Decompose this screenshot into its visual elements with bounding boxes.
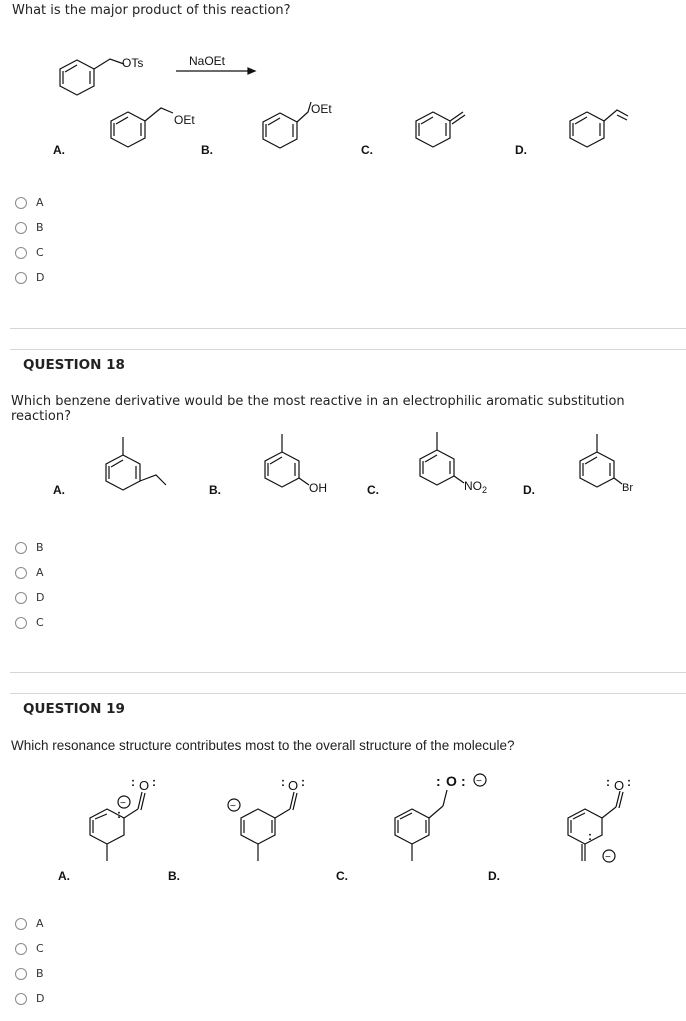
q19-option-1[interactable] [15,911,44,936]
q18-label-d: D. [523,483,535,497]
q19-charge-minus: − [605,852,611,863]
q17-options [15,190,44,290]
q19-a-oxygen: O [139,778,150,793]
q17-label-c: C. [361,143,373,157]
q18-substituent-oh: OH [309,481,327,495]
option-label: B [36,541,44,554]
radio-button[interactable] [15,542,27,554]
divider [10,693,686,694]
q17-choice-b-oet: OEt [311,102,332,116]
radio-button[interactable] [15,567,27,579]
q19-label-a: A. [58,869,70,883]
q19-lone-pair: : [436,773,441,789]
q17-option-4[interactable] [15,265,44,290]
q19-label-c: C. [336,869,348,883]
q19-lone-pair: : [627,775,631,789]
radio-button[interactable] [15,197,27,209]
q19-option-2[interactable] [15,936,44,961]
q19-charge-minus: − [120,798,126,809]
q19-charge-minus: − [230,801,236,812]
option-label: A [36,566,44,579]
q19-lone-pair: : [281,775,285,789]
option-label: B [36,221,44,234]
radio-button[interactable] [15,617,27,629]
q18-heading: QUESTION 18 [23,357,125,373]
q17-structures [0,40,686,170]
q19-d-oxygen: O [614,778,625,793]
q19-lone-pair: : [588,829,592,843]
q19-lone-pair: : [301,775,305,789]
q19-structures [0,768,686,888]
option-label: A [36,917,44,930]
option-label: C [36,616,44,629]
q18-substituent-br: Br [622,482,633,494]
q17-reagent: NaOEt [189,54,226,68]
q18-options [15,535,44,635]
radio-button[interactable] [15,918,27,930]
q19-option-4[interactable] [15,986,44,1011]
option-label: A [36,196,44,209]
q17-label-d: D. [515,143,527,157]
radio-button[interactable] [15,943,27,955]
q19-option-3[interactable] [15,961,44,986]
q18-label-c: C. [367,483,379,497]
q17-option-2[interactable] [15,215,44,240]
option-label: D [36,992,45,1005]
radio-button[interactable] [15,968,27,980]
q18-structures [0,425,686,505]
q19-label-b: B. [168,869,180,883]
q19-lone-pair: : [606,775,610,789]
q17-question-text: What is the major product of this reaction? [12,3,291,18]
q18-label-b: B. [209,483,221,497]
q19-charge-minus: − [476,776,482,787]
q19-lone-pair: : [152,775,156,789]
q17-option-1[interactable] [15,190,44,215]
option-label: C [36,942,44,955]
q18-option-4[interactable] [15,610,44,635]
option-label: D [36,271,45,284]
q17-choice-a-oet: OEt [174,113,195,127]
q17-reactant-ots: OTs [122,56,144,70]
q18-label-a: A. [53,483,65,497]
q17-option-3[interactable] [15,240,44,265]
q19-options [15,911,44,1011]
option-label: C [36,246,44,259]
radio-button[interactable] [15,222,27,234]
q18-substituent-no2: $NO_2$ [464,479,488,495]
q18-question-text: Which benzene derivative would be the most reactive in an electrophilic aromatic substitution reaction? [11,394,625,424]
divider [10,328,686,329]
q19-lone-pair: : [117,807,121,821]
radio-button[interactable] [15,592,27,604]
radio-button[interactable] [15,993,27,1005]
divider [10,349,686,350]
q17-label-a: A. [53,143,65,157]
option-label: D [36,591,45,604]
q18-option-3[interactable] [15,585,44,610]
radio-button[interactable] [15,272,27,284]
divider [10,672,686,673]
q17-label-b: B. [201,143,213,157]
q19-b-oxygen: O [288,778,299,793]
q19-lone-pair: : [131,775,135,789]
q19-question-text: Which resonance structure contributes most to the overall structure of the molecule? [11,738,515,753]
option-label: B [36,967,44,980]
q19-label-d: D. [488,869,500,883]
q19-lone-pair: : [461,773,466,789]
q19-c-oxygen: O [446,773,457,789]
radio-button[interactable] [15,247,27,259]
q18-option-2[interactable] [15,560,44,585]
q18-option-1[interactable] [15,535,44,560]
q19-heading: QUESTION 19 [23,701,125,717]
